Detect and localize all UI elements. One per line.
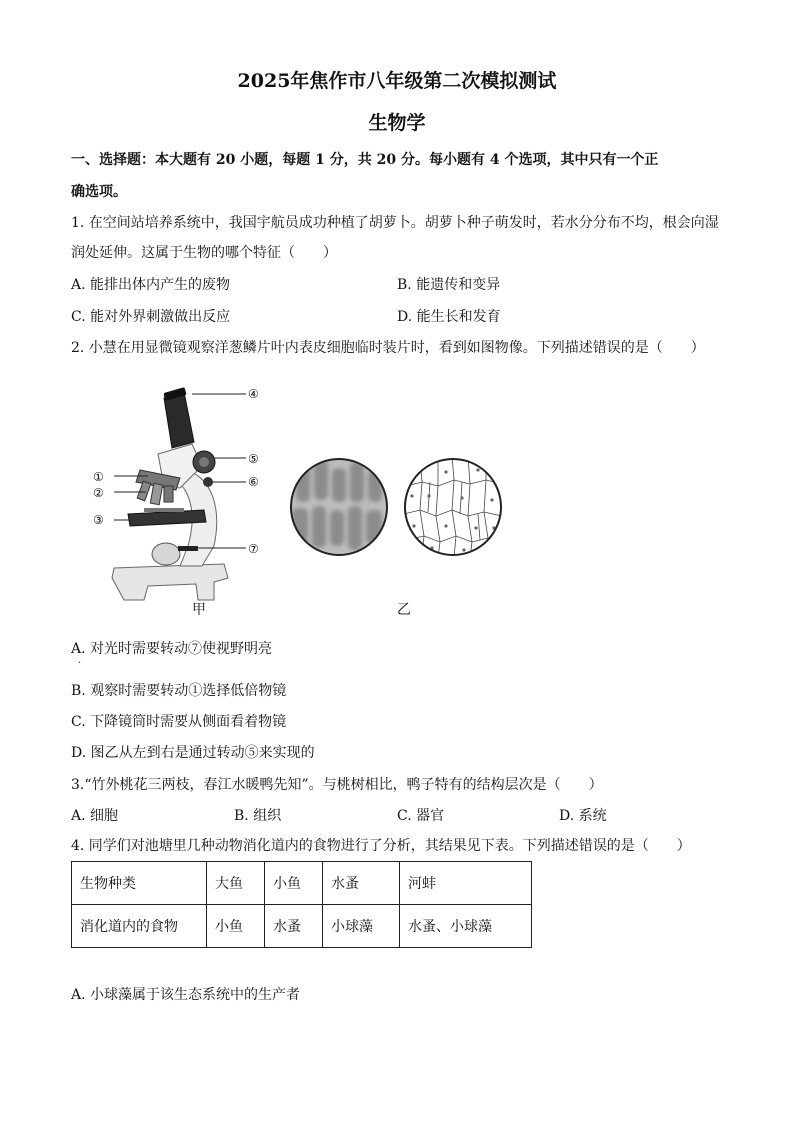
table-cell: 小鱼 xyxy=(265,862,323,905)
callout-1: ① xyxy=(93,470,104,484)
table-cell: 小鱼 xyxy=(207,905,265,948)
section-heading-line1: 一、选择题：本大题有 20 小题，每题 1 分，共 20 分。每小题有 4 个选项，其中只有一个正 xyxy=(71,152,659,168)
table-cell: 小球藻 xyxy=(323,905,400,948)
q2-stem: 2. 小慧在用显微镜观察洋葱鳞片叶内表皮细胞临时装片时，看到如图物像。下列描述错误的是（ ） xyxy=(71,340,705,356)
table-cell: 水蚤、小球藻 xyxy=(400,905,532,948)
table-cell: 水蚤 xyxy=(265,905,323,948)
q2-option-a-mark: . xyxy=(78,655,82,666)
table-cell: 生物种类 xyxy=(72,862,207,905)
q1-stem-line1: 1. 在空间站培养系统中，我国宇航员成功种植了胡萝卜。胡萝卜种子萌发时，若水分分布不均，根会向湿 xyxy=(71,215,719,231)
q3-option-d: D. 系统 xyxy=(559,808,607,824)
callout-6: ⑥ xyxy=(248,475,259,489)
q3-option-b: B. 组织 xyxy=(234,808,282,824)
callout-4: ④ xyxy=(248,387,259,401)
q4-option-a: A. 小球藻属于该生态系统中的生产者 xyxy=(71,987,301,1003)
table-cell: 大鱼 xyxy=(207,862,265,905)
microscope-figure xyxy=(84,378,284,606)
callout-3: ③ xyxy=(93,513,104,527)
q3-option-c: C. 器官 xyxy=(397,808,445,824)
blurred-view-image xyxy=(288,456,390,558)
table-cell: 水蚤 xyxy=(323,862,400,905)
callout-7: ⑦ xyxy=(248,542,259,556)
q2-option-d: D. 图乙从左到右是通过转动⑤来实现的 xyxy=(71,745,315,761)
q1-stem-line2: 润处延伸。这属于生物的哪个特征（ ） xyxy=(71,245,337,261)
q1-option-d: D. 能生长和发育 xyxy=(397,309,501,325)
table-row xyxy=(72,905,532,948)
q4-stem: 4. 同学们对池塘里几种动物消化道内的食物进行了分析，其结果见下表。下列描述错误的是（ ） xyxy=(71,838,691,854)
q3-option-a: A. 细胞 xyxy=(71,808,119,824)
q1-option-c: C. 能对外界刺激做出反应 xyxy=(71,309,231,325)
figure-caption-yi: 乙 xyxy=(397,602,411,618)
food-table xyxy=(71,861,532,948)
figure-caption-jia: 甲 xyxy=(192,602,206,618)
table-cell: 河蚌 xyxy=(400,862,532,905)
callout-2: ② xyxy=(93,486,104,500)
q1-option-a: A. 能排出体内产生的废物 xyxy=(71,277,231,293)
section-heading-line2: 确选项。 xyxy=(71,184,127,200)
q3-stem: 3.“竹外桃花三两枝，春江水暖鸭先知”。与桃树相比，鸭子特有的结构层次是（ ） xyxy=(71,777,603,793)
exam-title: 2025年焦作市八年级第二次模拟测试 xyxy=(237,70,557,92)
q2-option-b: B. 观察时需要转动①选择低倍物镜 xyxy=(71,683,287,699)
clear-view-image xyxy=(402,456,504,558)
q2-option-a: A. 对光时需要转动⑦使视野明亮 xyxy=(71,641,273,657)
q2-option-c: C. 下降镜筒时需要从侧面看着物镜 xyxy=(71,714,287,730)
callout-5: ⑤ xyxy=(248,452,259,466)
subject-title: 生物学 xyxy=(368,112,426,134)
table-row xyxy=(72,862,532,905)
q1-option-b: B. 能遗传和变异 xyxy=(397,277,501,293)
table-cell: 消化道内的食物 xyxy=(72,905,207,948)
